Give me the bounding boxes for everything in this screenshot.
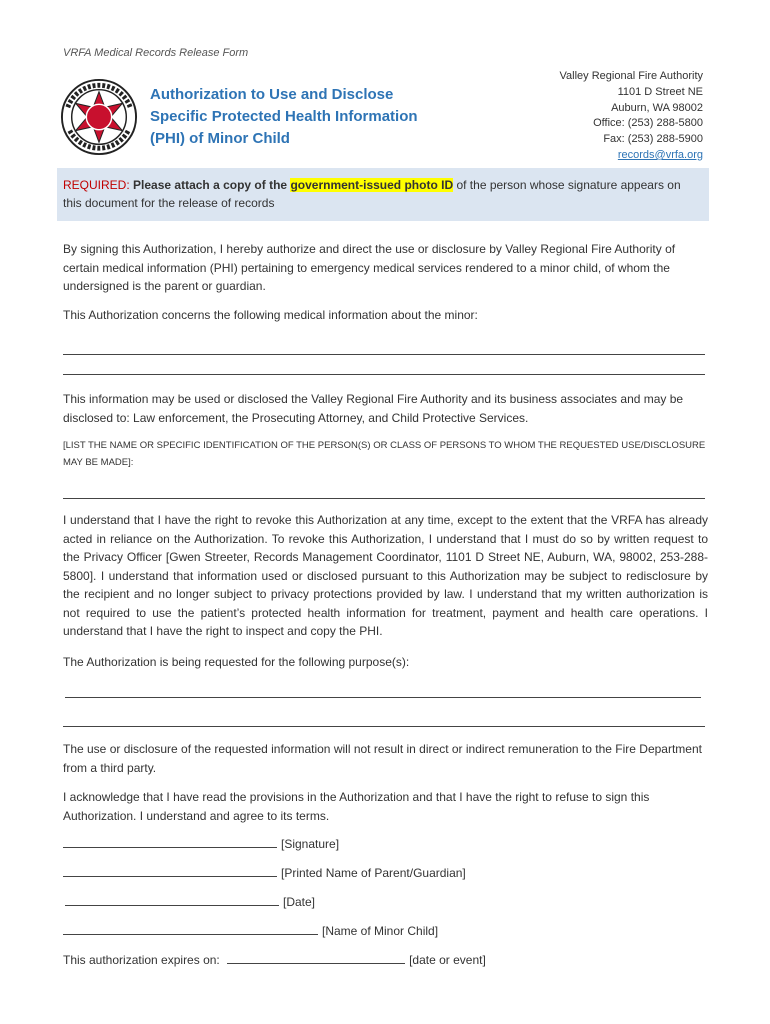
minor-name-row	[63, 923, 438, 939]
required-notice	[57, 168, 709, 221]
required-label: REQUIRED:	[63, 178, 130, 192]
photo-id-highlight: government-issued photo ID	[290, 178, 454, 192]
acknowledgement-paragraph: I acknowledge that I have read the provisions in the Authorization and that I have the right to refuse to sign this Authorization. I understand and agree to its terms.	[63, 790, 650, 823]
org-street: 1101 D Street NE	[617, 85, 703, 98]
medical-info-prompt: This Authorization concerns the following medical information about the minor:	[63, 308, 478, 322]
printed-name-row	[63, 865, 466, 881]
expiration-field[interactable]	[227, 952, 405, 964]
authorization-paragraph: By signing this Authorization, I hereby authorize and direct the use or disclosure by Valley Regional Fire Authority of certain medical information (PHI) pertaining to emergency medical services rendered to a minor child, of whom the undersigned is the parent or guardian.	[63, 242, 676, 293]
organization-address	[560, 69, 703, 164]
expiration-row	[63, 952, 486, 968]
signature-field[interactable]	[63, 836, 277, 848]
recipient-line[interactable]	[63, 498, 705, 499]
printed-name-label: [Printed Name of Parent/Guardian]	[281, 866, 466, 880]
revocation-paragraph: I understand that I have the right to revoke this Authorization at any time, except to the extent that the VRFA has already acted in reliance on the Authorization. To revoke this Authorization, I understand that I must do so by written request to the Privacy Officer [Gwen Streeter, Records Management Coordinator, 1101 D Street NE, Auburn, WA, 98002, 253-288-5800]. I understand that information used or disclosed pursuant to this Authorization may be subject to redisclosure by the recipient and no longer subject to privacy protections provided by law. I understand that my written authorization is not required to use the patient’s protected health information for treatment, payment and health care operations. I understand that I have the right to inspect and copy the PHI.	[63, 513, 708, 638]
required-bold-text: Please attach a copy of the	[133, 178, 288, 192]
medical-info-line-2[interactable]	[63, 374, 705, 375]
date-field[interactable]	[65, 894, 279, 906]
minor-name-label: [Name of Minor Child]	[322, 924, 439, 938]
required-rest-line1: of the person whose signature appears on	[456, 178, 681, 192]
purpose-prompt: The Authorization is being requested for the following purpose(s):	[63, 655, 410, 669]
signature-row	[63, 836, 339, 852]
expiration-suffix: [date or event]	[409, 953, 486, 967]
form-title	[150, 84, 470, 150]
disclosure-recipients-paragraph: This information may be used or disclosed the Valley Regional Fire Authority and its business associates and may be disclosed to: Law enforcement, the Prosecuting Attorney, and Child Protective Services.	[63, 392, 684, 425]
vrfa-logo	[60, 78, 138, 156]
recipient-instructions: [LIST THE NAME OR SPECIFIC IDENTIFICATION OF THE PERSON(S) OR CLASS OF PERSONS TO WHOM THE REQUESTED USE/DISCLOSURE MAY BE MADE]:	[63, 440, 706, 468]
expiration-prefix: This authorization expires on:	[63, 953, 220, 967]
title-line-3: (PHI) of Minor Child	[150, 130, 290, 147]
printed-name-field[interactable]	[63, 865, 277, 877]
org-office-phone: Office: (253) 288-5800	[593, 117, 703, 130]
required-rest-line2: this document for the release of records	[63, 195, 275, 210]
org-email-link[interactable]: records@vrfa.org	[617, 148, 703, 161]
minor-name-field[interactable]	[63, 923, 318, 935]
org-fax: Fax: (253) 288-5900	[603, 133, 703, 146]
title-line-2: Specific Protected Health Information	[150, 108, 418, 125]
org-name: Valley Regional Fire Authority	[559, 70, 703, 82]
purpose-line-2[interactable]	[63, 726, 705, 727]
document-label: VRFA Medical Records Release Form	[63, 47, 249, 59]
title-line-1: Authorization to Use and Disclose	[150, 86, 394, 103]
remuneration-paragraph: The use or disclosure of the requested information will not result in direct or indirect remuneration to the Fire Department from a third party.	[63, 742, 702, 775]
signature-label: [Signature]	[281, 837, 340, 851]
purpose-line-1[interactable]	[65, 697, 701, 698]
medical-info-line-1[interactable]	[63, 354, 705, 355]
org-city: Auburn, WA 98002	[611, 101, 703, 114]
date-label: [Date]	[283, 895, 316, 909]
date-row	[65, 894, 315, 910]
